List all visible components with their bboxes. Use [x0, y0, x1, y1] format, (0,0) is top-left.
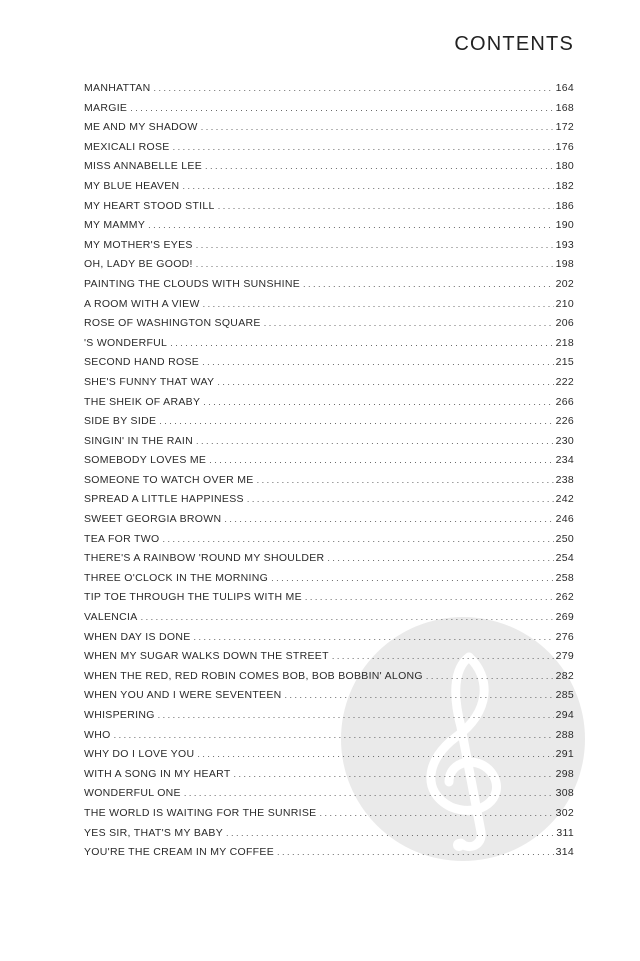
- toc-entry[interactable]: [84, 513, 574, 533]
- toc-entry[interactable]: [84, 396, 574, 416]
- toc-entry[interactable]: [84, 180, 574, 200]
- toc-entry[interactable]: [84, 787, 574, 807]
- toc-entry-title: VALENCIA: [84, 611, 138, 624]
- toc-entry-title: MY MAMMY: [84, 219, 146, 232]
- toc-entry-title: SWEET GEORGIA BROWN: [84, 513, 222, 526]
- toc-entry-title: WHO: [84, 728, 111, 741]
- dot-leader: [217, 377, 553, 387]
- toc-entry[interactable]: [84, 376, 574, 396]
- toc-entry-title: MY MOTHER'S EYES: [84, 238, 193, 251]
- dot-leader: [197, 749, 553, 759]
- dot-leader: [303, 279, 554, 289]
- toc-entry-page-number: 285: [555, 689, 574, 702]
- toc-entry-title: TEA FOR TWO: [84, 532, 160, 545]
- dot-leader: [205, 161, 554, 171]
- toc-entry-title: THE SHEIK OF ARABY: [84, 395, 201, 408]
- dot-leader: [158, 710, 554, 720]
- dot-leader: [194, 632, 554, 642]
- toc-entry-page-number: 210: [555, 297, 574, 310]
- toc-entry[interactable]: [84, 278, 574, 298]
- toc-entry-title: MANHATTAN: [84, 82, 151, 94]
- dot-leader: [277, 847, 554, 857]
- toc-entry[interactable]: [84, 160, 574, 180]
- toc-entry[interactable]: [84, 200, 574, 220]
- toc-entry-page-number: 172: [555, 121, 574, 134]
- toc-entry-page-number: 238: [555, 473, 574, 486]
- toc-entry[interactable]: [84, 317, 574, 337]
- toc-entry-page-number: 215: [555, 356, 574, 369]
- dot-leader: [234, 769, 554, 779]
- toc-entry-page-number: 218: [555, 336, 574, 349]
- toc-entry-page-number: 230: [555, 434, 574, 447]
- toc-entry[interactable]: [84, 846, 574, 866]
- page-title: CONTENTS: [454, 33, 574, 55]
- toc-entry[interactable]: [84, 611, 574, 631]
- toc-entry-page-number: 279: [555, 650, 574, 663]
- toc-entry-title: 'S WONDERFUL: [84, 336, 168, 349]
- toc-entry-title: WHEN DAY IS DONE: [84, 630, 191, 643]
- toc-entry-title: SOMEBODY LOVES ME: [84, 454, 207, 467]
- toc-entry[interactable]: [84, 729, 574, 749]
- toc-entry-page-number: 164: [555, 82, 574, 94]
- toc-entry-title: MISS ANNABELLE LEE: [84, 160, 203, 173]
- dot-leader: [182, 181, 553, 191]
- dot-leader: [184, 788, 554, 798]
- dot-leader: [264, 318, 554, 328]
- dot-leader: [319, 808, 553, 818]
- toc-entry-page-number: 294: [555, 709, 574, 721]
- toc-entry-page-number: 250: [555, 532, 574, 545]
- toc-entry[interactable]: [84, 102, 574, 122]
- toc-entry-page-number: 311: [556, 826, 574, 839]
- dot-leader: [159, 416, 553, 426]
- toc-entry[interactable]: [84, 141, 574, 161]
- toc-entry-page-number: 276: [555, 630, 574, 643]
- toc-entry[interactable]: [84, 356, 574, 376]
- dot-leader: [257, 475, 554, 485]
- dot-leader: [141, 612, 554, 622]
- toc-entry[interactable]: [84, 298, 574, 318]
- toc-entry-title: ROSE OF WASHINGTON SQUARE: [84, 317, 261, 330]
- dot-leader: [285, 690, 554, 700]
- toc-entry-page-number: 246: [555, 513, 574, 526]
- toc-entry-title: WITH A SONG IN MY HEART: [84, 767, 231, 780]
- toc-entry[interactable]: [84, 435, 574, 455]
- toc-entry-title: THE WORLD IS WAITING FOR THE SUNRISE: [84, 806, 317, 819]
- toc-entry[interactable]: [84, 239, 574, 259]
- toc-entry[interactable]: [84, 82, 574, 102]
- toc-entry[interactable]: [84, 493, 574, 513]
- toc-entry-title: SECOND HAND ROSE: [84, 356, 200, 369]
- toc-entry-title: SIDE BY SIDE: [84, 415, 157, 428]
- toc-entry-page-number: 269: [555, 611, 574, 624]
- dot-leader: [201, 122, 554, 132]
- toc-entry-page-number: 190: [555, 219, 574, 232]
- dot-leader: [218, 201, 554, 211]
- toc-entry-title: SINGIN' IN THE RAIN: [84, 434, 194, 447]
- toc-entry-page-number: 226: [555, 415, 574, 428]
- toc-entry[interactable]: [84, 572, 574, 592]
- toc-entry-title: MY BLUE HEAVEN: [84, 179, 180, 192]
- toc-entry[interactable]: [84, 689, 574, 709]
- toc-entry[interactable]: [84, 807, 574, 827]
- toc-entry-title: THERE'S A RAINBOW 'ROUND MY SHOULDER: [84, 552, 325, 565]
- toc-entry-page-number: 242: [555, 493, 574, 506]
- toc-entry[interactable]: [84, 219, 574, 239]
- dot-leader: [202, 357, 554, 367]
- dot-leader: [114, 730, 554, 740]
- toc-entry-page-number: 193: [555, 238, 574, 251]
- toc-entry[interactable]: [84, 474, 574, 494]
- toc-entry[interactable]: [84, 631, 574, 651]
- toc-entry-title: OH, LADY BE GOOD!: [84, 258, 193, 271]
- toc-entry-page-number: 298: [555, 767, 574, 780]
- toc-entry[interactable]: [84, 552, 574, 572]
- toc-entry-title: SPREAD A LITTLE HAPPINESS: [84, 493, 244, 506]
- dot-leader: [332, 651, 554, 661]
- toc-entry-page-number: 206: [555, 317, 574, 330]
- toc-entry-page-number: 176: [555, 140, 574, 153]
- toc-entry-page-number: 288: [555, 728, 574, 741]
- dot-leader: [271, 573, 554, 583]
- toc-entry-title: ME AND MY SHADOW: [84, 121, 198, 134]
- toc-entry-title: MARGIE: [84, 101, 128, 114]
- dot-leader: [162, 534, 553, 544]
- toc-entry-page-number: 198: [555, 258, 574, 271]
- toc-entry-page-number: 266: [555, 395, 574, 408]
- toc-entry-page-number: 222: [555, 375, 574, 388]
- dot-leader: [153, 83, 553, 93]
- toc-entry-page-number: 258: [555, 571, 574, 584]
- toc-entry-title: MY HEART STOOD STILL: [84, 199, 215, 212]
- toc-entry[interactable]: [84, 454, 574, 474]
- toc-entry-page-number: 282: [555, 669, 574, 682]
- dot-leader: [173, 142, 554, 152]
- dot-leader: [247, 494, 554, 504]
- toc-entry-page-number: 314: [555, 846, 574, 859]
- toc-entry-page-number: 234: [555, 454, 574, 467]
- toc-entry-title: SHE'S FUNNY THAT WAY: [84, 375, 215, 388]
- dot-leader: [170, 338, 553, 348]
- dot-leader: [426, 671, 554, 681]
- dot-leader: [224, 514, 553, 524]
- toc-entry-title: A ROOM WITH A VIEW: [84, 297, 200, 310]
- toc-entry-title: WHISPERING: [84, 709, 155, 721]
- toc-entry-title: WHEN MY SUGAR WALKS DOWN THE STREET: [84, 650, 329, 663]
- toc-entry-title: WHEN THE RED, RED ROBIN COMES BOB, BOB BOBBIN' ALONG: [84, 669, 423, 682]
- toc-entry-title: YOU'RE THE CREAM IN MY COFFEE: [84, 846, 275, 859]
- dot-leader: [226, 828, 554, 838]
- toc-entry[interactable]: [84, 337, 574, 357]
- toc-entry-page-number: 180: [555, 160, 574, 173]
- dot-leader: [148, 220, 553, 230]
- dot-leader: [209, 455, 553, 465]
- toc-entry-page-number: 262: [555, 591, 574, 604]
- dot-leader: [196, 240, 554, 250]
- dot-leader: [203, 299, 554, 309]
- toc-entry-title: WHEN YOU AND I WERE SEVENTEEN: [84, 689, 282, 702]
- dot-leader: [196, 259, 554, 269]
- toc-entry-page-number: 168: [555, 101, 574, 114]
- toc-entry[interactable]: [84, 768, 574, 788]
- table-of-contents: [84, 82, 574, 866]
- toc-entry[interactable]: [84, 533, 574, 553]
- toc-entry[interactable]: [84, 670, 574, 690]
- toc-entry-title: MEXICALI ROSE: [84, 140, 170, 153]
- dot-leader: [203, 397, 553, 407]
- toc-entry-title: THREE O'CLOCK IN THE MORNING: [84, 571, 269, 584]
- toc-entry-page-number: 186: [555, 199, 574, 212]
- toc-entry[interactable]: [84, 415, 574, 435]
- toc-entry-page-number: 308: [555, 787, 574, 800]
- toc-entry[interactable]: [84, 591, 574, 611]
- toc-entry-title: SOMEONE TO WATCH OVER ME: [84, 473, 254, 486]
- toc-entry[interactable]: [84, 121, 574, 141]
- toc-entry-page-number: 202: [555, 277, 574, 290]
- toc-entry-page-number: 254: [555, 552, 574, 565]
- toc-entry-title: PAINTING THE CLOUDS WITH SUNSHINE: [84, 277, 301, 290]
- toc-entry-page-number: 291: [555, 748, 574, 761]
- dot-leader: [196, 436, 554, 446]
- toc-entry-page-number: 302: [555, 806, 574, 819]
- dot-leader: [327, 553, 553, 563]
- dot-leader: [305, 592, 554, 602]
- toc-entry-title: WONDERFUL ONE: [84, 787, 181, 800]
- toc-entry-page-number: 182: [555, 179, 574, 192]
- toc-entry[interactable]: [84, 827, 574, 847]
- toc-entry[interactable]: [84, 709, 574, 729]
- toc-entry[interactable]: [84, 650, 574, 670]
- toc-entry-title: WHY DO I LOVE YOU: [84, 748, 195, 761]
- toc-entry[interactable]: [84, 748, 574, 768]
- toc-entry[interactable]: [84, 258, 574, 278]
- toc-entry-title: TIP TOE THROUGH THE TULIPS WITH ME: [84, 591, 302, 604]
- toc-entry-title: YES SIR, THAT'S MY BABY: [84, 826, 224, 839]
- dot-leader: [130, 103, 553, 113]
